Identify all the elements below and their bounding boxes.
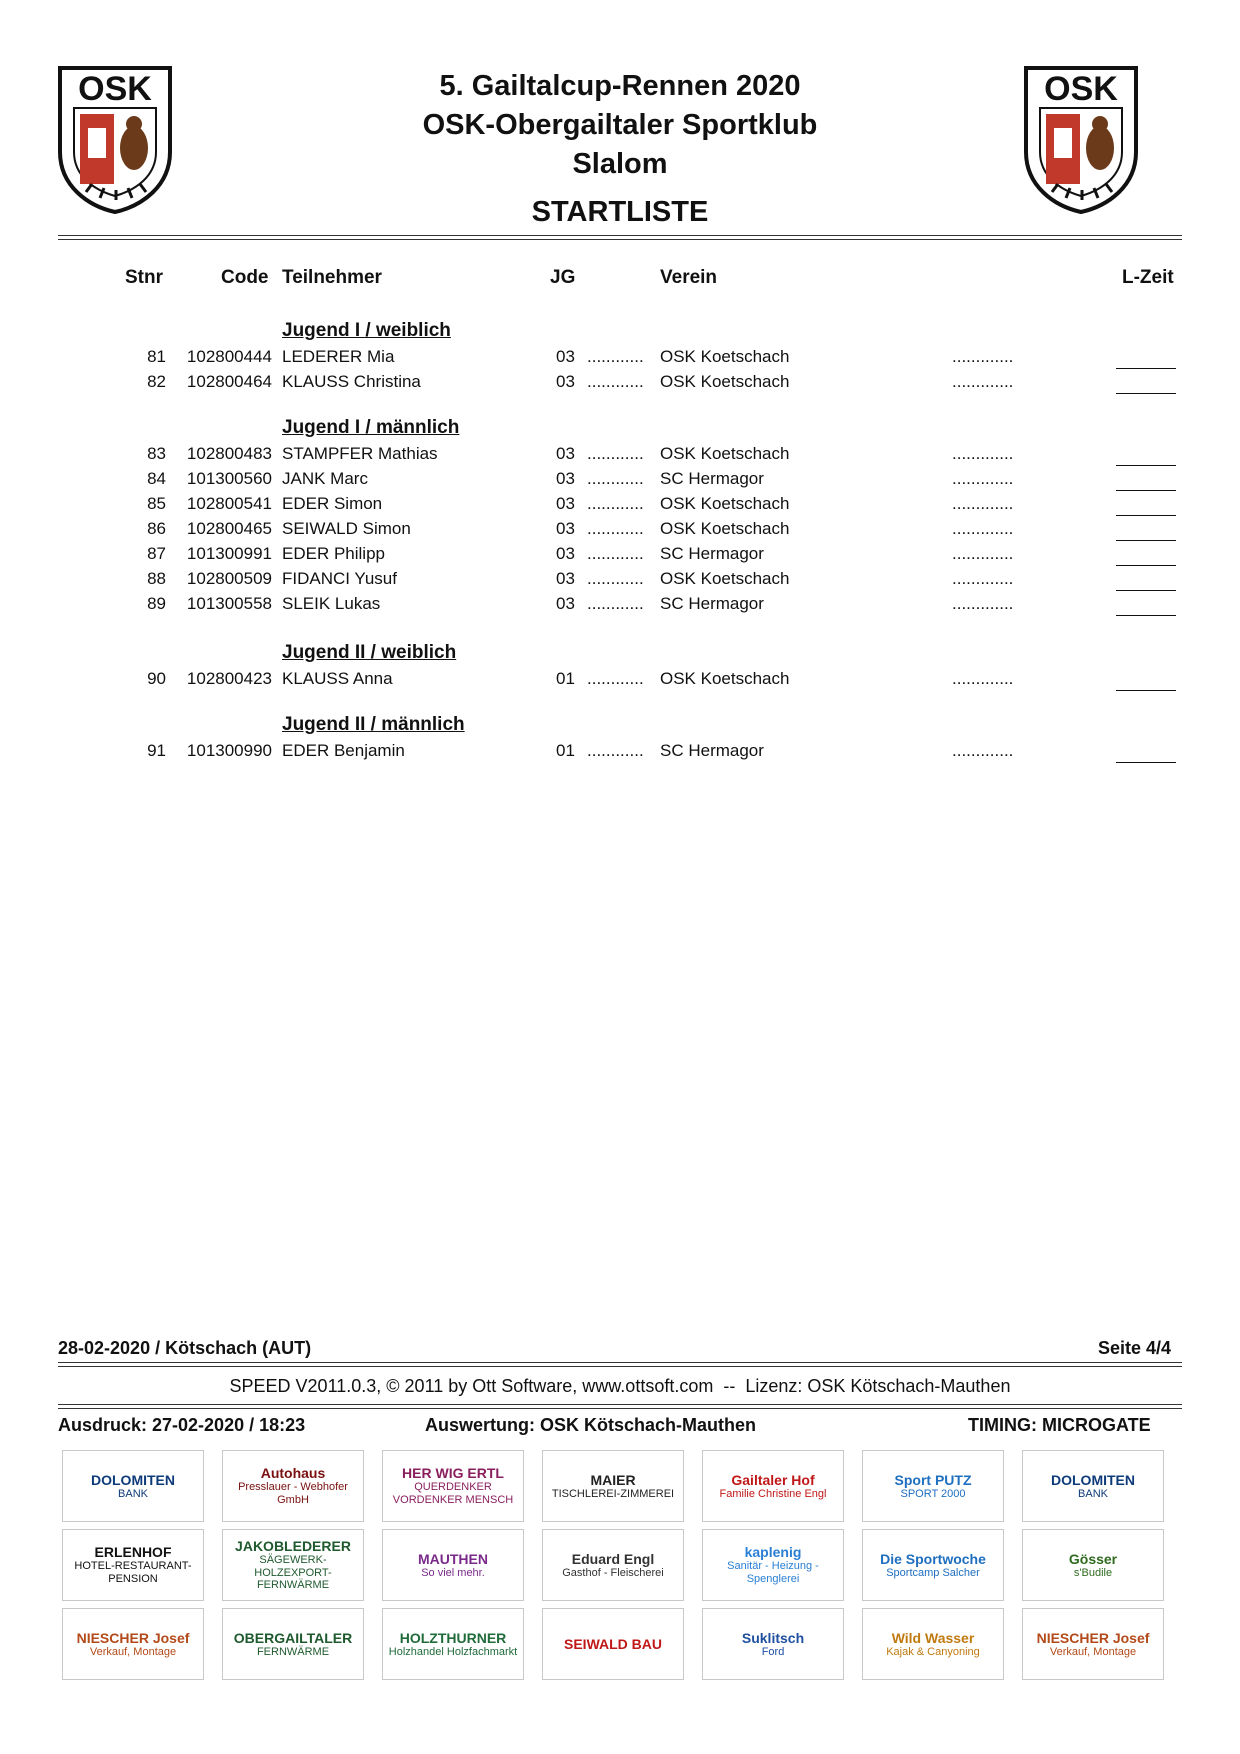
- table-row: [0, 569, 1240, 593]
- title-discipline: Slalom: [572, 148, 668, 180]
- sponsor-tagline: BANK: [118, 1487, 148, 1500]
- sponsor-tagline: SÄGEWERK-HOLZEXPORT-FERNWÄRME: [254, 1554, 332, 1592]
- row-name: SEIWALD Simon: [282, 519, 411, 538]
- sponsor-logo: [542, 1608, 684, 1680]
- row-jg: 03: [556, 494, 575, 513]
- row-dots-time: .............: [952, 519, 1014, 538]
- sponsor-logo: [702, 1450, 844, 1522]
- row-code: 101300990: [186, 741, 272, 760]
- row-dots-time: .............: [952, 372, 1014, 391]
- row-time-line: [1116, 347, 1176, 369]
- row-jg: 03: [556, 569, 575, 588]
- footer-date-place: 28-02-2020 / Kötschach (AUT): [58, 1338, 312, 1358]
- sponsor-name: JAKOBLEDERER: [235, 1537, 351, 1554]
- sponsor-logo: [62, 1608, 204, 1680]
- row-club: OSK Koetschach: [660, 444, 790, 463]
- sponsor-logo: [702, 1608, 844, 1680]
- row-code: 102800541: [186, 494, 272, 513]
- sponsor-logo: [1022, 1529, 1164, 1601]
- row-dots: ............: [587, 347, 644, 366]
- sponsor-name: Gösser: [1068, 1550, 1118, 1567]
- col-stnr: Stnr: [125, 267, 163, 288]
- row-time-line: [1116, 741, 1176, 763]
- sponsor-logo: [1022, 1450, 1164, 1522]
- footer-timing: TIMING: MICROGATE: [968, 1415, 1151, 1435]
- sponsor-name: HER WIG ERTL: [402, 1465, 504, 1482]
- row-stnr: 89: [147, 594, 166, 613]
- row-club: OSK Koetschach: [660, 669, 790, 688]
- sponsor-logo: [542, 1529, 684, 1601]
- svg-text:OSK: OSK: [1044, 70, 1118, 108]
- row-dots: ............: [587, 519, 644, 538]
- sponsor-tagline: So viel mehr.: [421, 1566, 485, 1579]
- sponsor-tagline: Holzhandel Holzfachmarkt: [388, 1645, 518, 1658]
- row-stnr: 84: [147, 469, 166, 488]
- row-club: OSK Koetschach: [660, 519, 790, 538]
- sponsor-tagline: Sportcamp Salcher: [886, 1566, 980, 1579]
- sponsor-name: MAUTHEN: [418, 1550, 488, 1567]
- sponsor-name: NIESCHER Josef: [76, 1629, 190, 1646]
- row-stnr: 81: [147, 347, 166, 366]
- row-club: OSK Koetschach: [660, 372, 790, 391]
- row-code: 102800444: [186, 347, 272, 366]
- row-name: EDER Benjamin: [282, 741, 405, 760]
- table-row: [0, 347, 1240, 371]
- table-row: [0, 494, 1240, 518]
- sponsor-tagline: Familie Christine Engl: [719, 1487, 827, 1500]
- row-club: OSK Koetschach: [660, 347, 790, 366]
- row-stnr: 87: [147, 544, 166, 563]
- sponsor-logo: [542, 1450, 684, 1522]
- sponsor-logo: [702, 1529, 844, 1601]
- sponsor-tagline: Sanitär - Heizung - Spenglerei: [727, 1560, 819, 1586]
- row-time-line: [1116, 469, 1176, 491]
- row-dots: ............: [587, 569, 644, 588]
- sponsor-name: Sport PUTZ: [894, 1471, 972, 1488]
- col-verein: Verein: [660, 267, 718, 288]
- sponsor-logo: [862, 1608, 1004, 1680]
- col-teilnehmer: Teilnehmer: [282, 267, 382, 288]
- row-code: 102800483: [186, 444, 272, 463]
- row-code: 101300991: [186, 544, 272, 563]
- sponsor-logo: [222, 1450, 364, 1522]
- group-title: Jugend I / weiblich: [282, 320, 451, 341]
- row-name: EDER Simon: [282, 494, 383, 513]
- sponsor-logo: [382, 1529, 524, 1601]
- row-name: KLAUSS Christina: [282, 372, 421, 391]
- title-event: 5. Gailtalcup-Rennen 2020: [439, 70, 801, 102]
- footer-divider: [58, 1362, 1182, 1363]
- title-club: OSK-Obergailtaler Sportklub: [422, 109, 818, 141]
- sponsor-name: Gailtaler Hof: [731, 1471, 815, 1488]
- row-dots: ............: [587, 741, 644, 760]
- sponsor-logo: [862, 1450, 1004, 1522]
- row-dots: ............: [587, 669, 644, 688]
- row-dots-time: .............: [952, 469, 1014, 488]
- row-stnr: 85: [147, 494, 166, 513]
- row-code: 102800464: [186, 372, 272, 391]
- sponsor-logo: [382, 1450, 524, 1522]
- sponsor-tagline: BANK: [1078, 1487, 1108, 1500]
- row-name: EDER Philipp: [282, 544, 385, 563]
- row-club: SC Hermagor: [660, 594, 764, 613]
- sponsor-logo: [382, 1608, 524, 1680]
- row-stnr: 88: [147, 569, 166, 588]
- header-divider: [58, 235, 1182, 236]
- footer-divider-3: [58, 1404, 1182, 1405]
- row-jg: 01: [556, 741, 575, 760]
- group-title: Jugend II / männlich: [282, 714, 465, 735]
- footer-software: SPEED V2011.0.3, © 2011 by Ott Software, www.ottsoft.com -- Lizenz: OSK Kötschach-Mauthen: [229, 1376, 1011, 1396]
- footer-evaluation: Auswertung: OSK Kötschach-Mauthen: [425, 1415, 757, 1435]
- row-name: JANK Marc: [282, 469, 368, 488]
- row-jg: 03: [556, 372, 575, 391]
- group-title: Jugend II / weiblich: [282, 642, 457, 663]
- row-dots-time: .............: [952, 669, 1014, 688]
- sponsor-logo: [62, 1450, 204, 1522]
- row-jg: 03: [556, 594, 575, 613]
- row-dots-time: .............: [952, 544, 1014, 563]
- sponsor-tagline: TISCHLEREI-ZIMMEREI: [551, 1487, 675, 1500]
- sponsor-tagline: Kajak & Canyoning: [886, 1645, 980, 1658]
- sponsor-tagline: s'Budile: [1073, 1566, 1113, 1579]
- row-stnr: 82: [147, 372, 166, 391]
- row-name: KLAUSS Anna: [282, 669, 393, 688]
- row-club: SC Hermagor: [660, 544, 764, 563]
- table-row: [0, 669, 1240, 693]
- row-dots: ............: [587, 444, 644, 463]
- row-dots: ............: [587, 594, 644, 613]
- sponsor-name: Wild Wasser: [891, 1629, 975, 1646]
- sponsor-logo: [62, 1529, 204, 1601]
- footer-page: Seite 4/4: [1098, 1338, 1172, 1358]
- row-dots-time: .............: [952, 569, 1014, 588]
- sponsor-name: ERLENHOF: [94, 1544, 172, 1561]
- row-code: 101300558: [186, 594, 272, 613]
- header-divider-2: [58, 239, 1182, 240]
- row-dots-time: .............: [952, 444, 1014, 463]
- row-time-line: [1116, 569, 1176, 591]
- row-dots: ............: [587, 469, 644, 488]
- table-row: [0, 741, 1240, 765]
- row-code: 101300560: [186, 469, 272, 488]
- row-code: 102800509: [186, 569, 272, 588]
- footer-printout: Ausdruck: 27-02-2020 / 18:23: [58, 1415, 306, 1435]
- row-name: STAMPFER Mathias: [282, 444, 438, 463]
- row-time-line: [1116, 594, 1176, 616]
- row-time-line: [1116, 494, 1176, 516]
- row-jg: 03: [556, 519, 575, 538]
- sponsor-tagline: FERNWÄRME: [256, 1645, 330, 1658]
- sponsor-tagline: HOTEL-RESTAURANT-PENSION: [74, 1560, 192, 1586]
- footer-divider-2: [58, 1366, 1182, 1367]
- sponsor-name: HOLZTHURNER: [399, 1629, 507, 1646]
- row-time-line: [1116, 444, 1176, 466]
- sponsor-name: OBERGAILTALER: [233, 1629, 353, 1646]
- row-name: FIDANCI Yusuf: [282, 569, 397, 588]
- row-dots-time: .............: [952, 741, 1014, 760]
- sponsor-name: MAIER: [590, 1471, 636, 1488]
- row-time-line: [1116, 519, 1176, 541]
- row-stnr: 83: [147, 444, 166, 463]
- sponsor-name: Suklitsch: [741, 1629, 805, 1646]
- row-stnr: 86: [147, 519, 166, 538]
- sponsor-tagline: Verkauf, Montage: [89, 1645, 177, 1658]
- table-row: [0, 444, 1240, 468]
- table-row: [0, 594, 1240, 618]
- table-row: [0, 469, 1240, 493]
- row-time-line: [1116, 669, 1176, 691]
- row-club: OSK Koetschach: [660, 494, 790, 513]
- row-dots-time: .............: [952, 347, 1014, 366]
- row-time-line: [1116, 372, 1176, 394]
- col-lzeit: L-Zeit: [1122, 267, 1174, 288]
- row-jg: 03: [556, 469, 575, 488]
- row-name: LEDERER Mia: [282, 347, 395, 366]
- col-jg: JG: [550, 267, 576, 288]
- sponsor-tagline: Gasthof - Fleischerei: [562, 1566, 664, 1579]
- row-dots-time: .............: [952, 594, 1014, 613]
- title-startliste: STARTLISTE: [531, 196, 709, 228]
- sponsor-name: Die Sportwoche: [880, 1550, 986, 1567]
- row-jg: 03: [556, 444, 575, 463]
- sponsor-name: SEIWALD BAU: [564, 1635, 662, 1652]
- sponsor-name: Autohaus: [260, 1465, 326, 1482]
- sponsor-name: kaplenig: [744, 1544, 802, 1561]
- sponsor-name: Eduard Engl: [571, 1550, 655, 1567]
- sponsor-tagline: Presslauer - Webhofer GmbH: [238, 1481, 348, 1507]
- row-name: SLEIK Lukas: [282, 594, 381, 613]
- table-row: [0, 544, 1240, 568]
- row-jg: 03: [556, 347, 575, 366]
- sponsor-logo: [1022, 1608, 1164, 1680]
- row-code: 102800465: [186, 519, 272, 538]
- row-time-line: [1116, 544, 1176, 566]
- sponsor-name: DOLOMITEN: [1051, 1471, 1135, 1488]
- footer-divider-4: [58, 1408, 1182, 1409]
- svg-text:OSK: OSK: [78, 70, 152, 108]
- sponsor-tagline: Verkauf, Montage: [1049, 1645, 1137, 1658]
- row-jg: 03: [556, 544, 575, 563]
- sponsor-tagline: QUERDENKER VORDENKER MENSCH: [392, 1481, 514, 1507]
- sponsor-tagline: Ford: [761, 1645, 785, 1658]
- sponsor-logo: [862, 1529, 1004, 1601]
- row-stnr: 90: [147, 669, 166, 688]
- group-title: Jugend I / männlich: [282, 417, 460, 438]
- row-dots-time: .............: [952, 494, 1014, 513]
- table-row: [0, 519, 1240, 543]
- sponsor-tagline: SPORT 2000: [900, 1487, 966, 1500]
- table-row: [0, 372, 1240, 396]
- row-club: SC Hermagor: [660, 469, 764, 488]
- row-club: SC Hermagor: [660, 741, 764, 760]
- row-code: 102800423: [186, 669, 272, 688]
- row-jg: 01: [556, 669, 575, 688]
- sponsor-logo: [222, 1608, 364, 1680]
- row-club: OSK Koetschach: [660, 569, 790, 588]
- sponsor-name: NIESCHER Josef: [1036, 1629, 1150, 1646]
- row-stnr: 91: [147, 741, 166, 760]
- sponsor-name: DOLOMITEN: [91, 1471, 175, 1488]
- sponsor-logo: [222, 1529, 364, 1601]
- row-dots: ............: [587, 544, 644, 563]
- row-dots: ............: [587, 494, 644, 513]
- row-dots: ............: [587, 372, 644, 391]
- col-code: Code: [221, 267, 269, 288]
